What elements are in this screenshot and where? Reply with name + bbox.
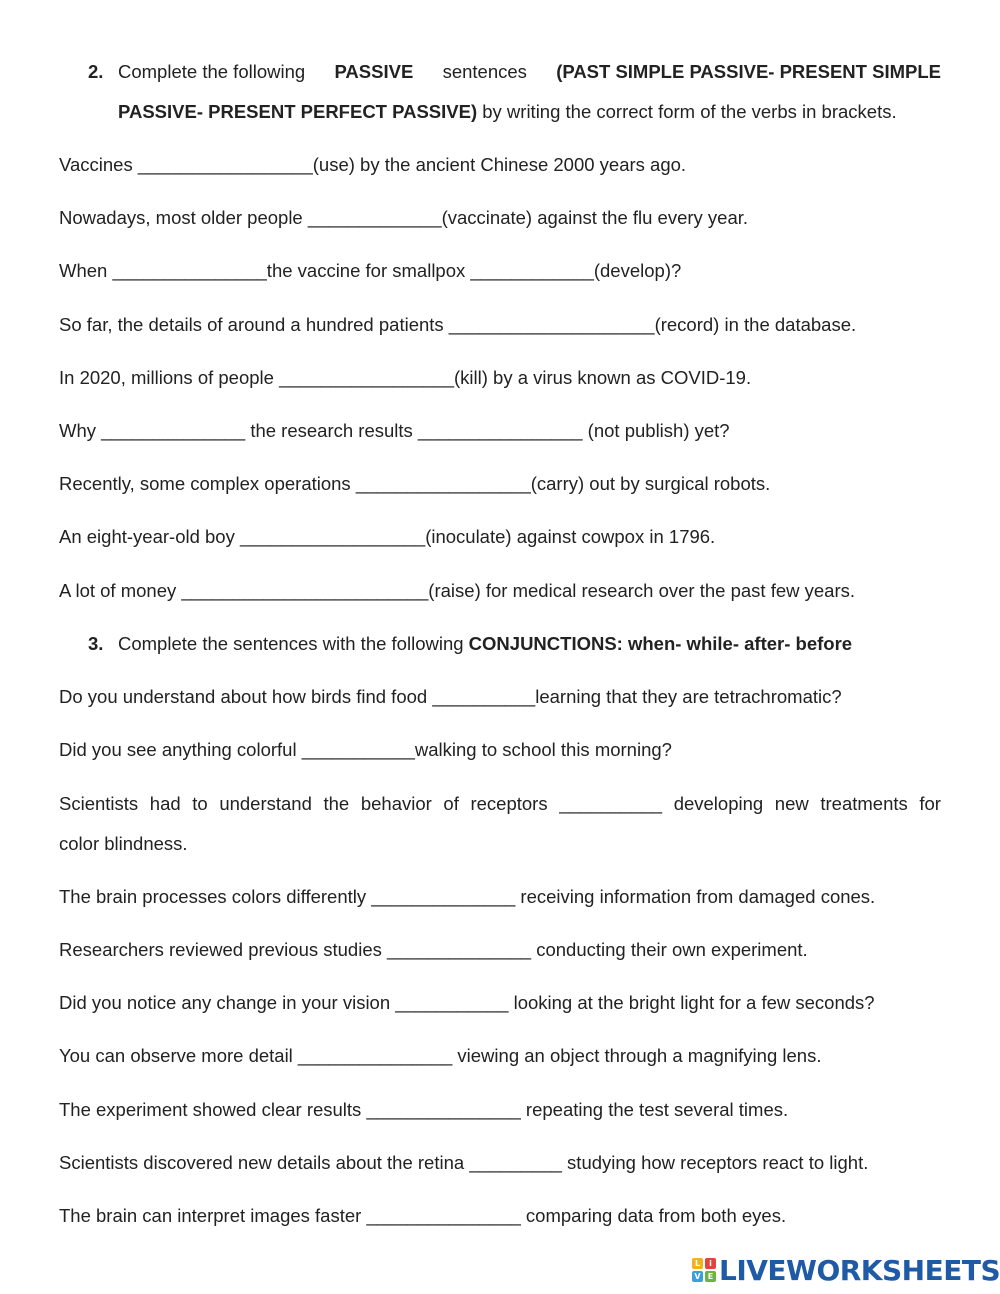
conjunction-sentence-1: Do you understand about how birds find food __________learning that they are tetrachromatic? [59, 686, 842, 707]
conjunction-sentence-3-cont: color blindness. [59, 833, 188, 854]
conjunction-sentence-3-w11: new [774, 793, 809, 814]
conjunction-sentence-10: The brain can interpret images faster _______________ comparing data from both eyes. [59, 1205, 787, 1226]
passive-sentence-3: When _______________the vaccine for smallpox ____________(develop)? [59, 260, 682, 281]
section-2-heading-line2 [118, 100, 897, 124]
conjunction-sentence-3-w6: behavior [360, 793, 432, 814]
logo-icon-tile-3: V [692, 1271, 703, 1282]
conjunction-sentence-2: Did you see anything colorful ___________walking to school this morning? [59, 739, 672, 760]
section-3-intro: Complete the sentences with the following [118, 633, 464, 654]
section-3-heading [88, 632, 852, 656]
logo-icon-tile-1: L [692, 1258, 703, 1269]
conjunction-sentence-8: The experiment showed clear results _______________ repeating the test several times. [59, 1099, 789, 1120]
conjunction-sentence-3-w3: to [192, 793, 208, 814]
section-3-number: 3. [88, 633, 104, 654]
section-2-number: 2. [88, 61, 104, 82]
logo-icon-tile-4: E [705, 1271, 716, 1282]
section-2-keyword-tenses-2: PASSIVE- PRESENT PERFECT PASSIVE) [118, 101, 478, 122]
conjunction-sentence-3-w10: developing [673, 793, 764, 814]
liveworksheets-logo-text: LIVEWORKSHEETS [719, 1253, 1000, 1287]
conjunction-sentence-9: Scientists discovered new details about the retina _________ studying how receptors react to light. [59, 1152, 869, 1173]
conjunction-sentence-6: Did you notice any change in your vision ___________ looking at the bright light for a few seconds? [59, 992, 875, 1013]
liveworksheets-logo-icon [692, 1258, 716, 1282]
section-2-heading [88, 60, 941, 84]
section-2-keyword-tenses-1: (PAST SIMPLE PASSIVE- PRESENT SIMPLE [556, 61, 941, 82]
logo-icon-tile-2: i [705, 1258, 716, 1269]
section-2-intro: Complete the following [118, 61, 306, 82]
conjunction-sentence-3-w2: had [149, 793, 181, 814]
passive-sentence-9: A lot of money ________________________(raise) for medical research over the past few years. [59, 580, 855, 601]
section-2-tail: by writing the correct form of the verbs in brackets. [482, 101, 897, 122]
passive-sentence-4: So far, the details of around a hundred patients ____________________(record) in the database. [59, 314, 857, 335]
conjunction-sentence-4: The brain processes colors differently ______________ receiving information from damaged cones. [59, 886, 876, 907]
passive-sentence-1: Vaccines _________________(use) by the ancient Chinese 2000 years ago. [59, 154, 687, 175]
passive-sentence-5: In 2020, millions of people _________________(kill) by a virus known as COVID-19. [59, 367, 752, 388]
section-2-heading-line1 [118, 60, 941, 84]
conjunction-sentence-3-w9: __________ [559, 793, 663, 814]
liveworksheets-logo [692, 1253, 1000, 1287]
conjunction-sentence-3-w7: of [443, 793, 459, 814]
conjunction-sentence-3 [59, 792, 941, 816]
passive-sentence-2: Nowadays, most older people _____________(vaccinate) against the flu every year. [59, 207, 749, 228]
section-3-keyword-conjunctions: CONJUNCTIONS: when- while- after- before [468, 633, 853, 654]
conjunction-sentence-3-w5: the [323, 793, 350, 814]
conjunction-sentence-3-w12: treatments [820, 793, 908, 814]
passive-sentence-8: An eight-year-old boy __________________(inoculate) against cowpox in 1796. [59, 526, 716, 547]
conjunction-sentence-7: You can observe more detail _______________ viewing an object through a magnifying lens. [59, 1045, 822, 1066]
section-2-keyword-passive: PASSIVE [334, 61, 414, 82]
conjunction-sentence-3-w4: understand [219, 793, 312, 814]
section-2-mid: sentences [442, 61, 527, 82]
conjunction-sentence-5: Researchers reviewed previous studies ______________ conducting their own experiment. [59, 939, 808, 960]
conjunction-sentence-3-w1: Scientists [59, 793, 139, 814]
conjunction-sentence-3-w8: receptors [470, 793, 548, 814]
conjunction-sentence-3-w13: for [919, 793, 941, 814]
passive-sentence-7: Recently, some complex operations _________________(carry) out by surgical robots. [59, 473, 771, 494]
passive-sentence-6: Why ______________ the research results ________________ (not publish) yet? [59, 420, 730, 441]
